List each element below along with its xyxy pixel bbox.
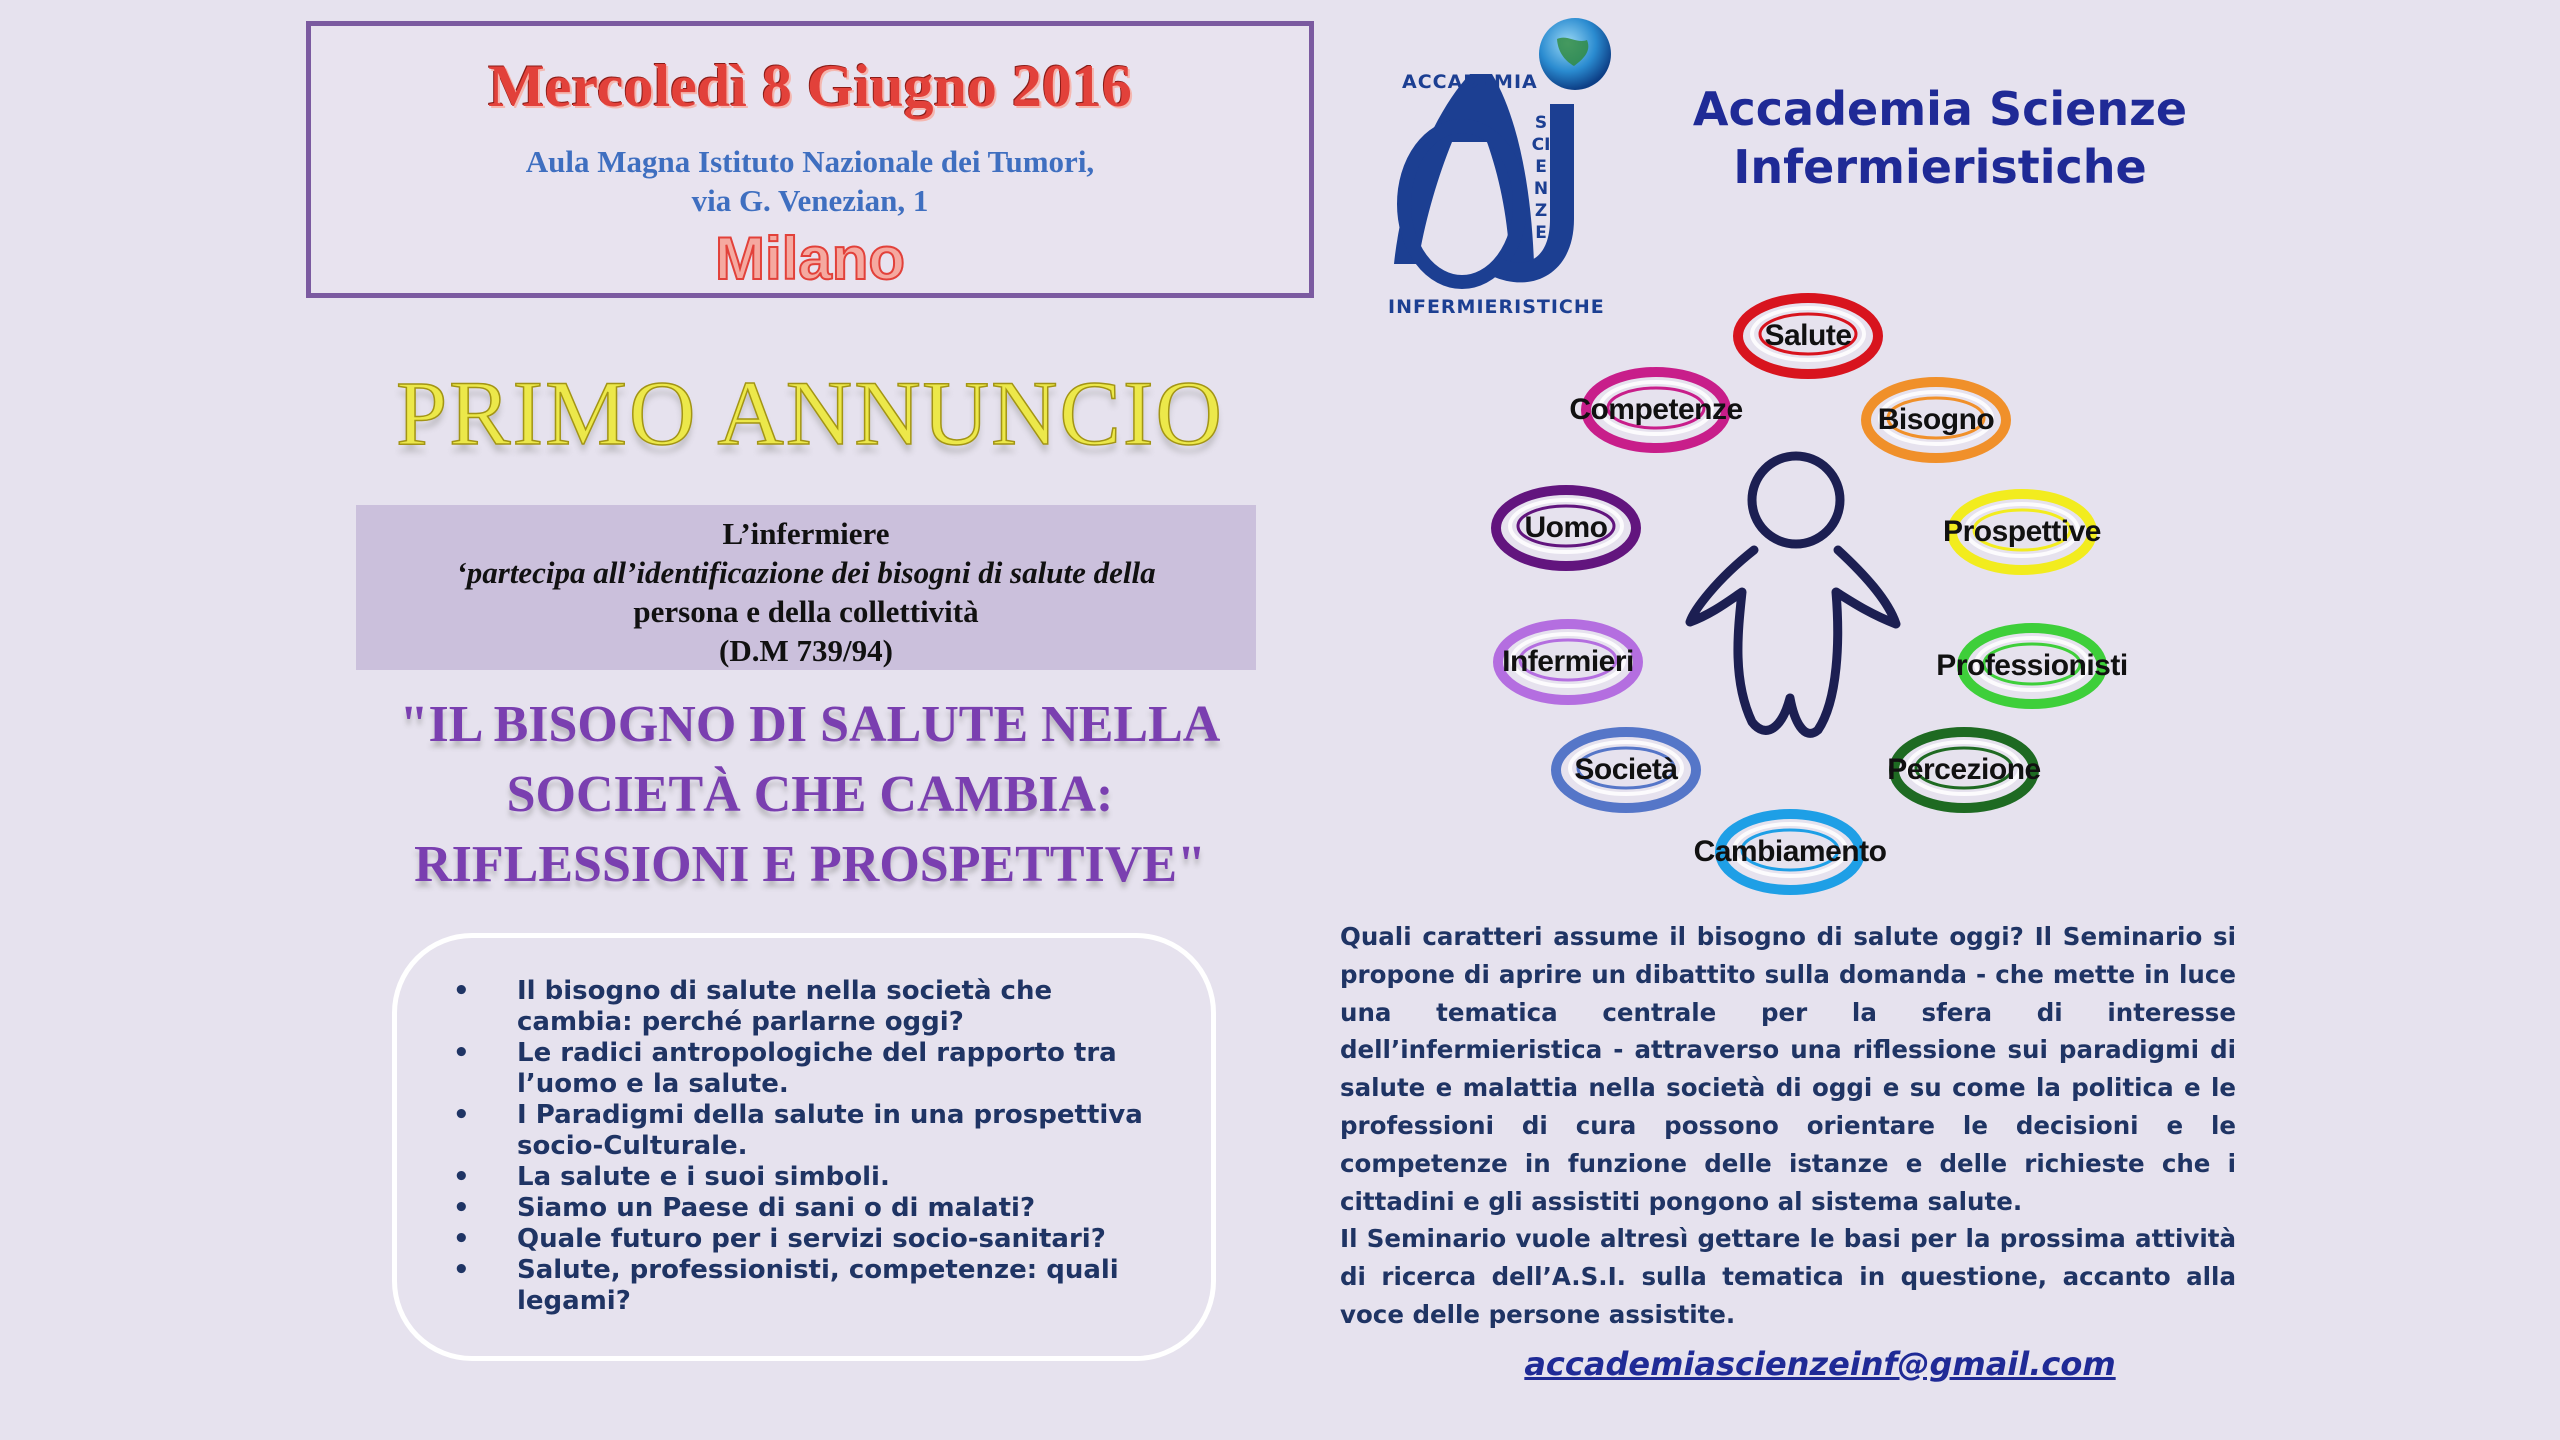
quote-line1: L’infermiere	[722, 516, 890, 551]
intro-paragraph2: Il Seminario vuole altresì gettare le basi per la prossima attività di ricerca dell’A.S.I. sulla tematica in questione, accanto alla voce delle persone assistite.	[1340, 1224, 2236, 1328]
topics-list	[453, 976, 1157, 1317]
seminar-title-line3: RIFLESSIONI E PROSPETTIVE"	[414, 836, 1206, 893]
topics-box	[392, 933, 1216, 1361]
seminar-title	[306, 690, 1314, 900]
quote-line2: ‘partecipa all’identificazione dei bisogni di salute della	[456, 555, 1156, 590]
announcement-headline: PRIMO ANNUNCIO	[396, 362, 1224, 464]
event-date: Mercoledì 8 Giugno 2016	[488, 53, 1132, 119]
event-info-box	[306, 21, 1314, 298]
topic-item: • Quale futuro per i servizi socio-sanitari?	[453, 1224, 1157, 1255]
topic-item: • Salute, professionisti, competenze: quali legami?	[453, 1255, 1157, 1317]
seminar-title-line1: "IL BISOGNO DI SALUTE NELLA	[399, 696, 1221, 753]
organization-name-line1: Accademia Scienze	[1692, 82, 2188, 136]
ring-label-uomo: Uomo	[1524, 511, 1608, 544]
logo-text-side: SCIENZE	[1531, 113, 1551, 243]
organization-name	[1660, 80, 2220, 196]
seminar-title-line2: SOCIETÀ CHE CAMBIA:	[506, 766, 1114, 823]
ring-label-società: Società	[1574, 753, 1678, 786]
topic-item: • La salute e i suoi simboli.	[453, 1162, 1157, 1193]
concept-diagram-graphic	[1480, 280, 2180, 900]
academy-logo	[1382, 14, 1622, 320]
person-icon	[1690, 456, 1896, 733]
organization-name-line2: Infermieristiche	[1733, 140, 2147, 194]
ring-label-bisogno: Bisogno	[1877, 403, 1995, 436]
ring-label-professionisti: Professionisti	[1936, 649, 2128, 682]
ring-label-percezione: Percezione	[1887, 753, 2041, 786]
event-venue-line2: via G. Venezian, 1	[691, 183, 929, 218]
ring-label-salute: Salute	[1764, 319, 1852, 352]
contact-email-link[interactable]: accademiascienzeinf@gmail.com	[1524, 1345, 2116, 1383]
ring-label-prospettive: Prospettive	[1943, 515, 2101, 548]
topic-item: • I Paradigmi della salute in una prospettiva socio-Culturale.	[453, 1100, 1157, 1162]
logo-text-bottom: INFERMIERISTICHE	[1388, 296, 1605, 318]
concept-diagram	[1480, 280, 2180, 900]
quote-box	[356, 505, 1256, 670]
event-city: Milano	[715, 225, 905, 292]
intro-paragraph1: Quali caratteri assume il bisogno di salute oggi? Il Seminario si propone di aprire un dibattito sulla domanda - che mette in luce una tematica centrale per la sfera di interesse dell’infermieristica - attraverso una riflessione sui paradigmi di salute e malattia nella società di oggi e su come la politica e le professioni di cura possono orientare le decisioni e le competenze in funzione delle istanze e delle richieste che i cittadini e gli assistiti pongono al sistema salute.	[1340, 922, 2236, 1216]
ring-label-competenze: Competenze	[1569, 393, 1743, 426]
ring-label-cambiamento: Cambiamento	[1693, 835, 1887, 868]
topic-item: • Le radici antropologiche del rapporto tra l’uomo e la salute.	[453, 1038, 1157, 1100]
logo-text-top: ACCADEMIA	[1402, 71, 1538, 93]
event-venue-line1: Aula Magna Istituto Nazionale dei Tumori,	[525, 144, 1095, 179]
topic-item: • Il bisogno di salute nella società che cambia: perché parlarne oggi?	[453, 976, 1157, 1038]
quote-line4: (D.M 739/94)	[719, 633, 893, 668]
ring-label-infermieri: Infermieri	[1502, 645, 1634, 678]
intro-text	[1340, 918, 2236, 1328]
quote-line3: persona e della collettività	[633, 594, 979, 629]
topic-item: • Siamo un Paese di sani o di malati?	[453, 1193, 1157, 1224]
